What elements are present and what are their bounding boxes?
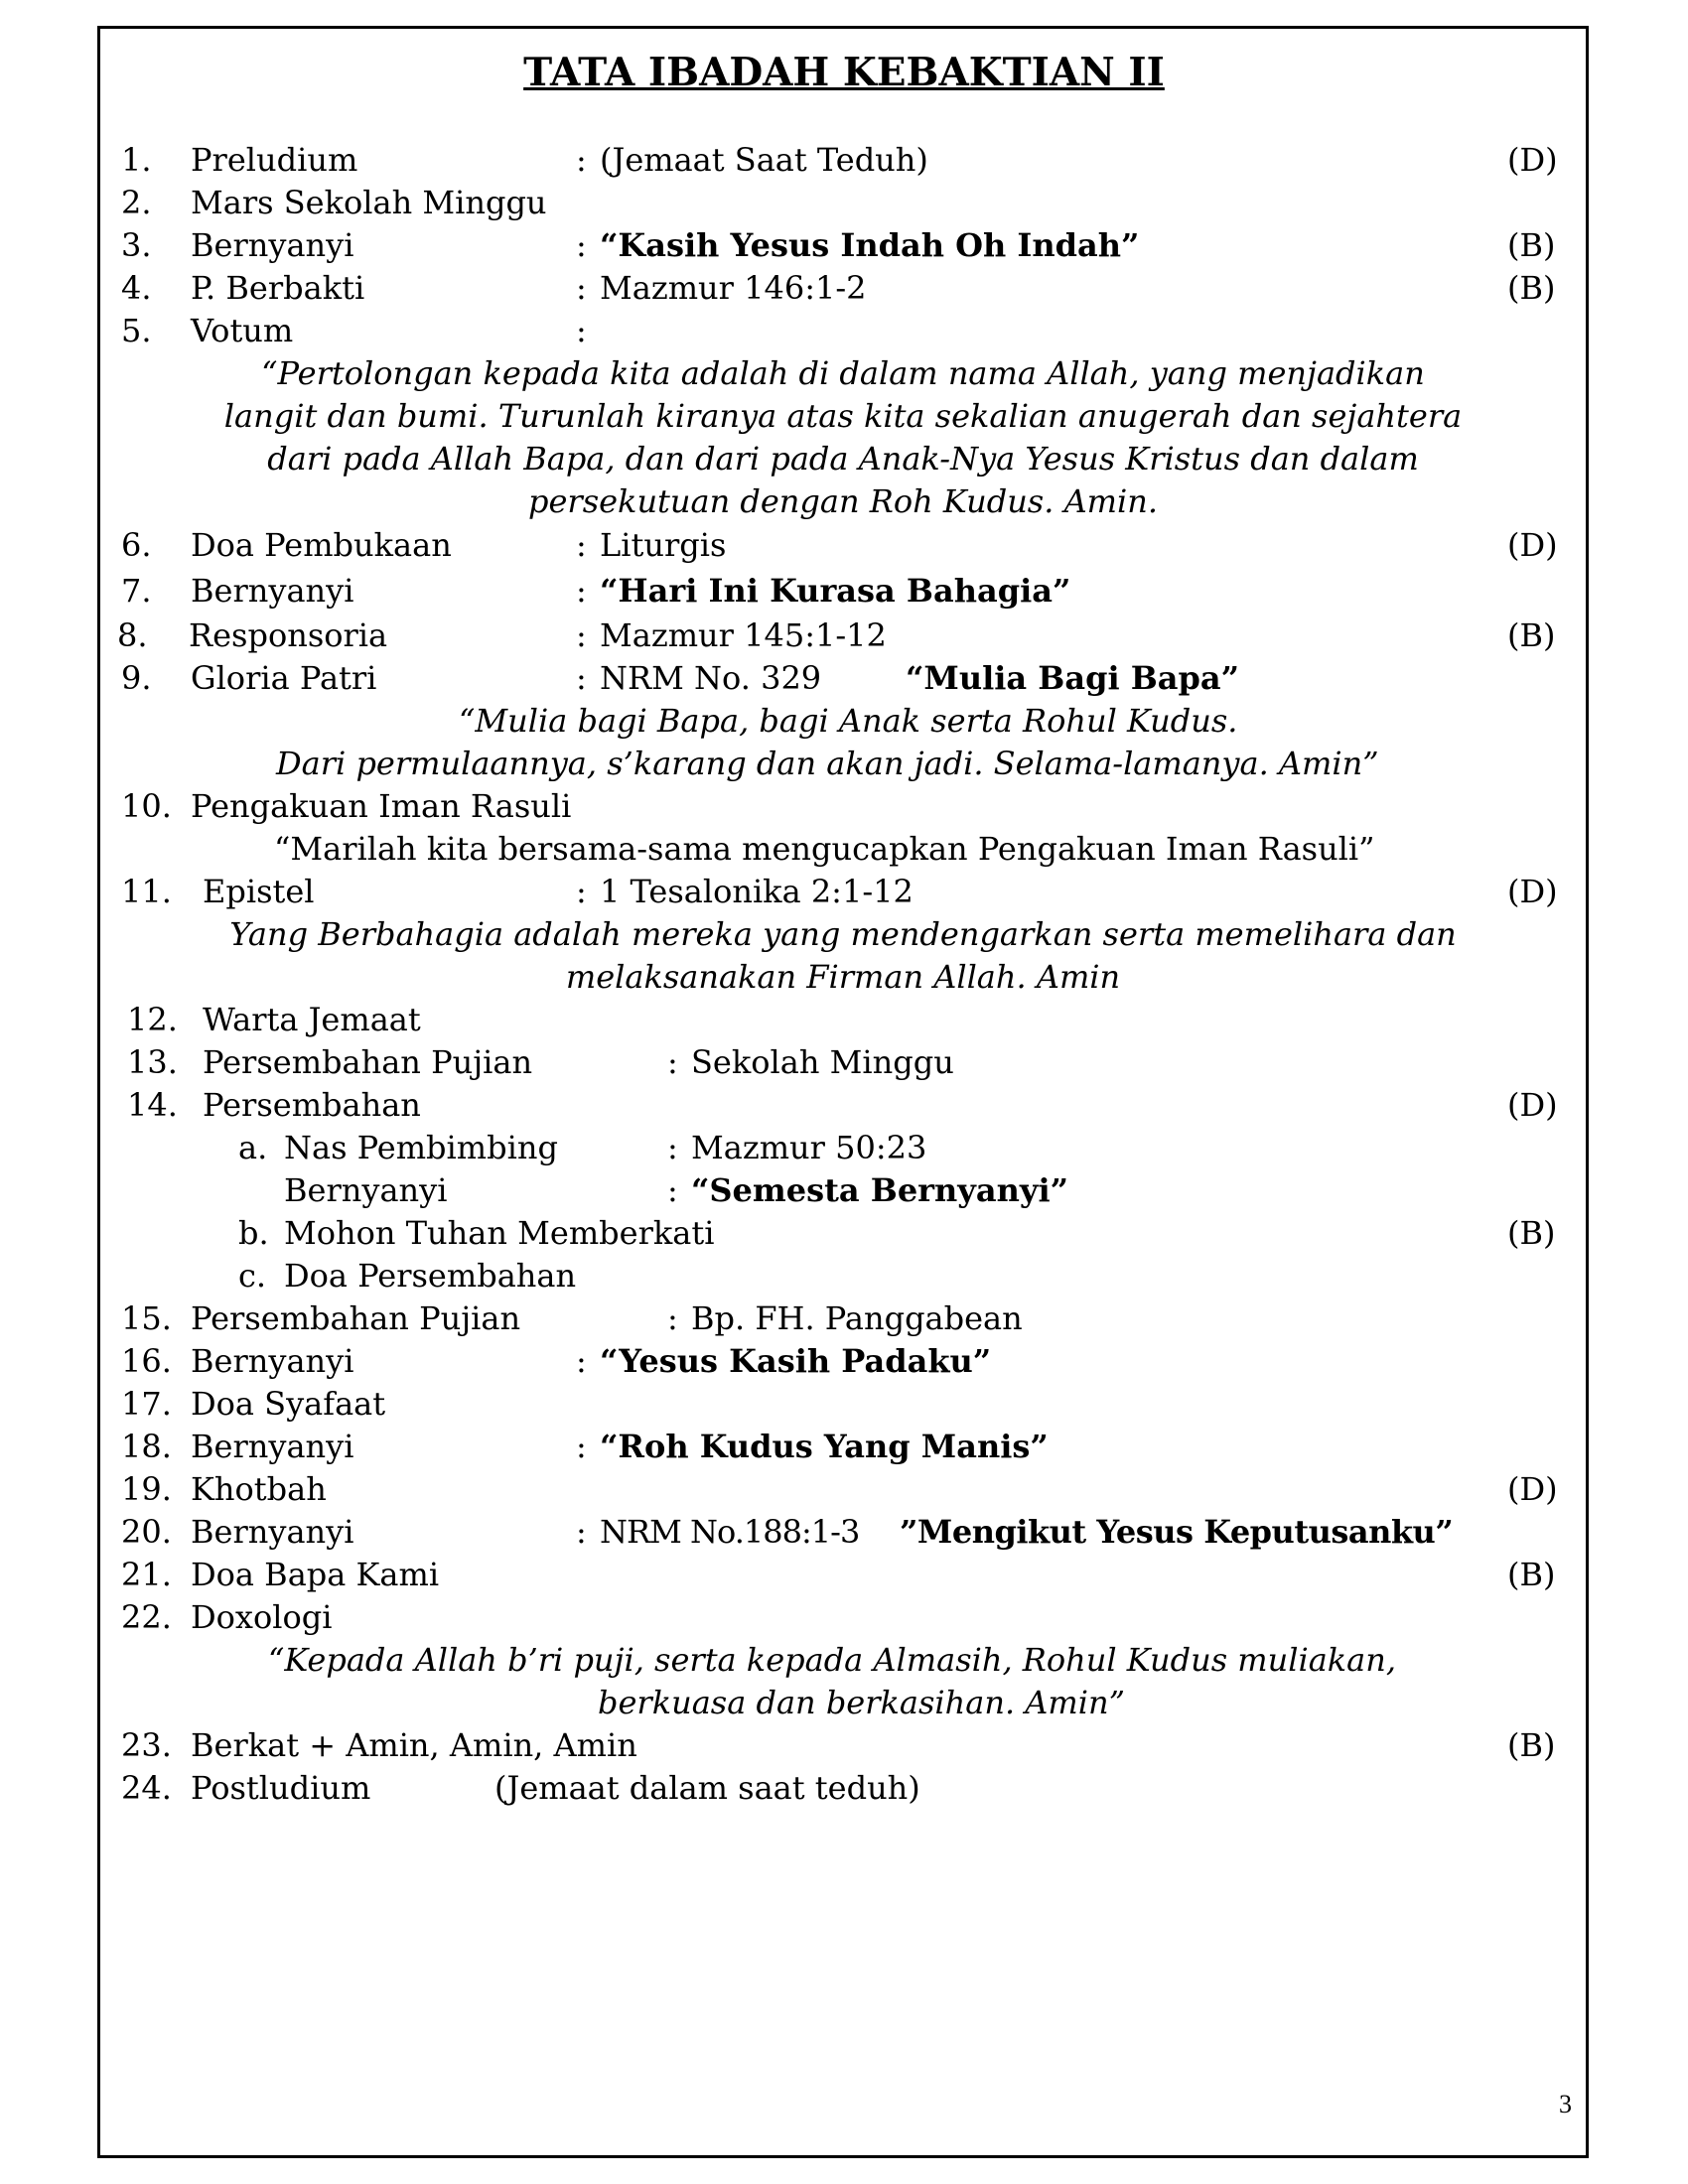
item-number: 11.: [121, 873, 172, 910]
item-label: Persembahan Pujian: [203, 1043, 533, 1081]
item-number: 7.: [121, 572, 152, 610]
item-label: Persembahan: [203, 1086, 421, 1124]
item-mark: (B): [1507, 1556, 1556, 1593]
item-label: Khotbah: [191, 1470, 327, 1508]
item-label: Warta Jemaat: [203, 1001, 421, 1038]
sub-item-letter: b.: [238, 1214, 269, 1252]
page-number: 3: [1559, 2090, 1572, 2118]
item-value: Mazmur 50:23: [691, 1129, 927, 1166]
item-label: Votum: [191, 312, 294, 349]
item-colon: :: [576, 1342, 587, 1380]
item-value: (Jemaat Saat Teduh): [600, 141, 928, 179]
item-label: Berkat + Amin, Amin, Amin: [191, 1726, 637, 1764]
item-value: Liturgis: [600, 526, 727, 564]
gloria-text: Dari permulaannya, s’karang dan akan jadi. Selama-lamanya. Amin”: [276, 745, 1379, 782]
item-label: P. Berbakti: [191, 269, 365, 307]
item-number: 18.: [121, 1428, 172, 1465]
item-label: Responsoria: [189, 616, 388, 654]
item-label: Postludium: [191, 1769, 371, 1807]
item-number: 6.: [121, 526, 152, 564]
item-value: 1 Tesalonika 2:1-12: [600, 873, 914, 910]
item-label: Bernyanyi: [191, 1428, 354, 1465]
item-mark: (D): [1507, 873, 1558, 910]
item-mark: (B): [1507, 616, 1556, 654]
song-title: “Yesus Kasih Padaku”: [600, 1342, 992, 1380]
song-title: “Semesta Bernyanyi”: [691, 1171, 1069, 1209]
item-mark: (B): [1507, 1214, 1556, 1252]
item-number: 5.: [121, 312, 152, 349]
sub-item-label: Mohon Tuhan Memberkati: [284, 1214, 715, 1252]
item-mark: (B): [1507, 226, 1556, 264]
doxologi-text: berkuasa dan berkasihan. Amin”: [598, 1684, 1125, 1721]
song-title: “Hari Ini Kurasa Bahagia”: [600, 572, 1071, 610]
item-number: 20.: [121, 1513, 172, 1551]
item-label: Doa Bapa Kami: [191, 1556, 440, 1593]
item-number: 15.: [121, 1299, 172, 1337]
item-value: NRM No. 329: [600, 659, 822, 697]
item-colon: :: [576, 616, 587, 654]
item-value: NRM No.188:1-3: [600, 1513, 860, 1551]
item-label: Bernyanyi: [191, 1513, 354, 1551]
item-colon: :: [576, 1513, 587, 1551]
item-mark: (D): [1507, 1086, 1558, 1124]
votum-text: persekutuan dengan Roh Kudus. Amin.: [527, 482, 1159, 520]
item-number: 21.: [121, 1556, 172, 1593]
item-number: 16.: [121, 1342, 172, 1380]
sub-item-letter: a.: [238, 1129, 268, 1166]
gloria-text: “Mulia bagi Bapa, bagi Anak serta Rohul Kudus.: [459, 702, 1238, 740]
item-number: 17.: [121, 1385, 172, 1423]
item-label: Bernyanyi: [191, 226, 354, 264]
item-label: Persembahan Pujian: [191, 1299, 521, 1337]
song-title: ”Mengikut Yesus Keputusanku”: [900, 1513, 1454, 1551]
item-colon: :: [576, 269, 587, 307]
item-number: 23.: [121, 1726, 172, 1764]
item-colon: :: [667, 1171, 678, 1209]
item-number: 22.: [121, 1598, 172, 1636]
page-title: TATA IBADAH KEBAKTIAN II: [523, 50, 1165, 95]
item-mark: (D): [1507, 141, 1558, 179]
item-label: Doxologi: [191, 1598, 333, 1636]
item-number: 12.: [127, 1001, 178, 1038]
item-label: Doa Syafaat: [191, 1385, 386, 1423]
item-label: Epistel: [203, 873, 315, 910]
sub-item-letter: c.: [238, 1257, 267, 1295]
item-label: Preludium: [191, 141, 358, 179]
item-number: 19.: [121, 1470, 172, 1508]
sub-item-label: Bernyanyi: [284, 1171, 448, 1209]
item-colon: :: [576, 1428, 587, 1465]
item-number: 10.: [121, 787, 172, 825]
item-number: 13.: [127, 1043, 178, 1081]
item-label: Mars Sekolah Minggu: [191, 184, 547, 221]
song-title: “Mulia Bagi Bapa”: [906, 659, 1240, 697]
song-title: “Roh Kudus Yang Manis”: [600, 1428, 1049, 1465]
item-colon: :: [576, 526, 587, 564]
item-colon: :: [576, 141, 587, 179]
song-title: “Kasih Yesus Indah Oh Indah”: [600, 226, 1140, 264]
epistel-text: Yang Berbahagia adalah mereka yang mendengarkan serta memelihara dan: [229, 915, 1457, 953]
item-number: 1.: [121, 141, 152, 179]
item-mark: (B): [1507, 269, 1556, 307]
item-value: Sekolah Minggu: [691, 1043, 954, 1081]
item-mark: (D): [1507, 1470, 1558, 1508]
sub-item-label: Doa Persembahan: [284, 1257, 577, 1295]
doxologi-text: “Kepada Allah b’ri puji, serta kepada Almasih, Rohul Kudus muliakan,: [268, 1641, 1397, 1679]
item-mark: (B): [1507, 1726, 1556, 1764]
item-colon: :: [576, 659, 587, 697]
item-value: Mazmur 145:1-12: [600, 616, 887, 654]
item-number: 8.: [117, 616, 148, 654]
item-label: Pengakuan Iman Rasuli: [191, 787, 572, 825]
item-number: 2.: [121, 184, 152, 221]
item-colon: :: [667, 1129, 678, 1166]
item-number: 14.: [127, 1086, 178, 1124]
item-colon: :: [576, 226, 587, 264]
item-value: Mazmur 146:1-2: [600, 269, 867, 307]
epistel-text: melaksanakan Firman Allah. Amin: [565, 958, 1121, 996]
item-colon: :: [576, 312, 587, 349]
votum-text: langit dan bumi. Turunlah kiranya atas kita sekalian anugerah dan sejahtera: [223, 397, 1463, 435]
item-label: Bernyanyi: [191, 572, 354, 610]
item-mark: (D): [1507, 526, 1558, 564]
item-colon: :: [576, 572, 587, 610]
item-label: Bernyanyi: [191, 1342, 354, 1380]
sub-item-label: Nas Pembimbing: [284, 1129, 558, 1166]
item-number: 4.: [121, 269, 152, 307]
votum-text: “Pertolongan kepada kita adalah di dalam nama Allah, yang menjadikan: [261, 354, 1425, 392]
votum-text: dari pada Allah Bapa, dan dari pada Anak-Nya Yesus Kristus dan dalam: [267, 440, 1419, 478]
item-colon: :: [576, 873, 587, 910]
item-number: 9.: [121, 659, 152, 697]
item-number: 3.: [121, 226, 152, 264]
item-colon: :: [667, 1299, 678, 1337]
item-label: Gloria Patri: [191, 659, 377, 697]
item-colon: :: [667, 1043, 678, 1081]
pengakuan-text: “Marilah kita bersama-sama mengucapkan Pengakuan Iman Rasuli”: [274, 830, 1375, 868]
item-number: 24.: [121, 1769, 172, 1807]
item-value: Bp. FH. Panggabean: [691, 1299, 1023, 1337]
item-label: Doa Pembukaan: [191, 526, 452, 564]
item-value: (Jemaat dalam saat teduh): [494, 1769, 920, 1807]
